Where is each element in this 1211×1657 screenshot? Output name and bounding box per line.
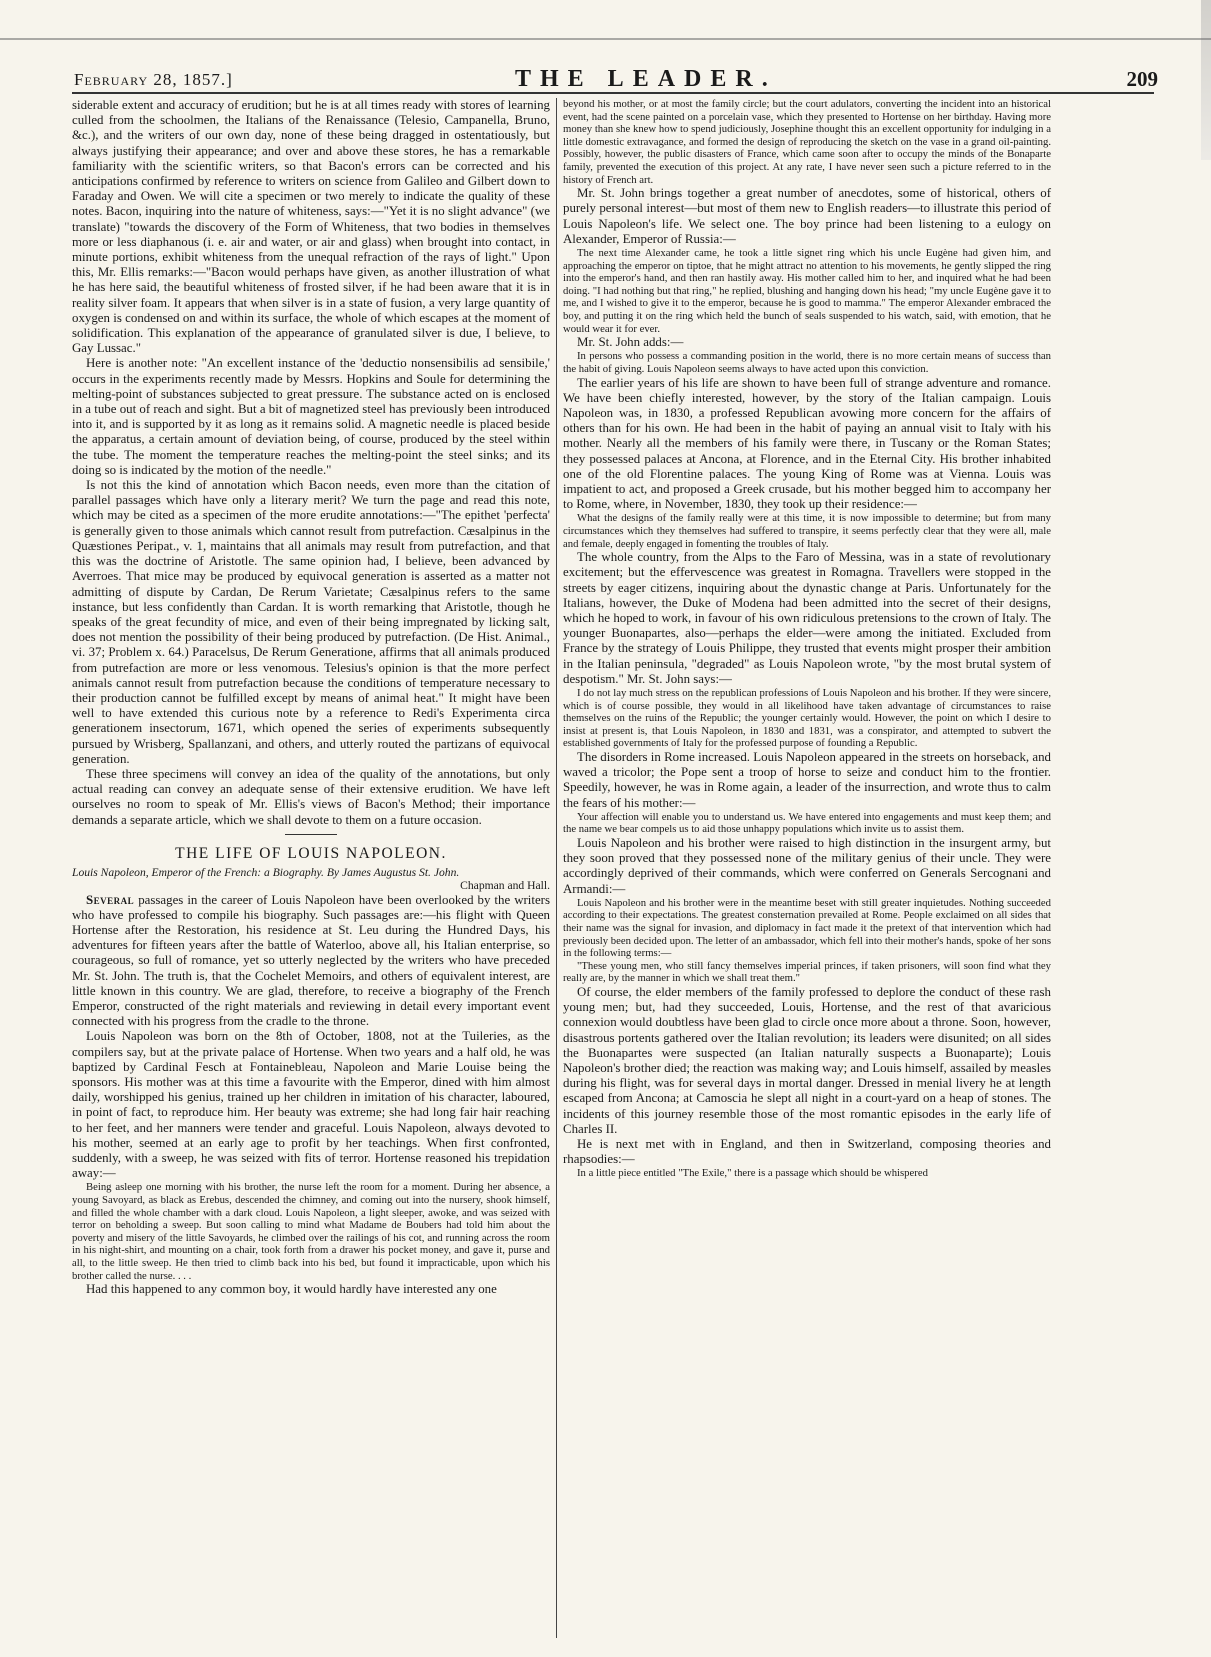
page-number: 209 <box>1126 67 1158 91</box>
article-paragraph: Of course, the elder members of the family professed to deplore the conduct of these rash young men; but, had they succeeded, Louis, Hortense, and the rest of that avaricious connexion would doubtless have been glad to circle once more about a throne. Soon, however, disastrous portents gathered over the Italian revolution; its leaders were disunited; on all sides the Buonapartes were suspected (an Italian naturally suspects a Buonaparte); Louis Napoleon's brother died; the reaction was making way; and Louis himself, assailed by measles during his flight, was for several days in mortal danger. Dressed in menial livery he at length escaped from Ancona; at Camoscia he slept all night in a court-yard on a heap of stones. The incidents of this journey resemble those of the most romantic episodes in the early life of Charles II. <box>563 984 1051 1136</box>
block-quote: Louis Napoleon and his brother were in the meantime beset with still greater inquietudes. Nothing succeeded according to their expectations. The greatest consternation prevailed at Rome. People exclaimed on all sides that their name was the signal for invasion, and diplomacy in fact made it the pretext of that intervention which had previously been decided upon. The letter of an ambassador, which fell into their mother's hands, spoke of her sons in the following terms:— <box>563 896 1051 960</box>
article-paragraph: The earlier years of his life are shown to have been full of strange adventure and romance. We have been chiefly interested, however, by the story of the Italian campaign. Louis Napoleon was, in 1830, a professed Republican avowing more concern for the affairs of others than for his own. He had been in the habit of paying an annual visit to Italy with his mother. Nearly all the members of his family were there, in Tuscany or the Roman States; they possessed palaces at Ancona, at Florence, and in the Eternal City. His brother inhabited one of the old Florentine palaces. The young King of Rome was at Vienna. Louis was impatient to act, and proposed a Greek crusade, but his mother begged him to accompany her to Rome, where, in November, 1830, they took up their residence:— <box>563 375 1051 512</box>
issue-date: February 28, 1857.] <box>74 70 233 89</box>
column-divider <box>556 98 557 1638</box>
article-paragraph <box>72 893 550 1030</box>
block-quote: In a little piece entitled "The Exile," there is a passage which should be whispered <box>577 1167 928 1180</box>
block-quote: beyond his mother, or at most the family circle; but the court adulators, converting the incident into an historical event, had the scene painted on a porcelain vase, which they presented to Hortense on her birthday. Having more money than she knew how to spend judiciously, Josephine thought this an excellent opportunity for indulging in a little domestic extravagance, and formed the design of reproducing the sketch on the vase in a grand oil-painting. Possibly, however, the public disasters of France, which came soon after to occupy the minds of the Bonaparte family, prevented the execution of this project. At any rate, I have never seen such a picture referred to in the history of French art. <box>563 98 1051 186</box>
article-paragraph: Mr. St. John brings together a great number of anecdotes, some of historical, others of purely personal interest—but most of them new to English readers—to illustrate this period of Louis Napoleon's life. We select one. The boy prince had been listening to a eulogy on Alexander, Emperor of Russia:— <box>563 186 1051 246</box>
page-edge-mark <box>1201 0 1211 160</box>
block-quote: What the designs of the family really were at this time, it is now impossible to determine; but from many circumstances which they themselves had suffered to transpire, it seems perfectly clear that they were all, male and female, deeply engaged in fomenting the troubles of Italy. <box>563 512 1051 550</box>
block-quote: The next time Alexander came, he took a little signet ring which his uncle Eugène had given him, and approaching the emperor on tiptoe, that he might attract no attention to his movements, he gently slipped the ring into the emperor's hand, and then ran hastily away. His mother called him to her, and inquired what he had been doing. "I had nothing but that ring," he replied, blushing and hanging down his head; "my uncle Eugène gave it to me, and I wished to give it to the emperor, because he is good to mamma." The emperor Alexander embraced the boy, and putting it on the ring which held the bunch of seals suspended to his watch, said, with emotion, that he would wear it for ever. <box>563 246 1051 335</box>
article-paragraph: Had this happened to any common boy, it would hardly have interested any one <box>86 1282 497 1297</box>
article-paragraph: Here is another note: "An excellent instance of the 'deductio nonsensibilis ad sensibile,' occurs in the experiments recently made by Messrs. Hopkins and Soule for determining the melting-point of substances subjected to great pressure. The substance acted on is enclosed in a tube out of reach and sight. But a bit of magnetized steel has previously been introduced into it, and is supported by it as long as it remains solid. A magnetic needle is placed beside the apparatus, a certain amount of deviation being, of course, produced by the steel within the tube. The moment the temperature reaches the melting-point the steel sinks; and its doing so is indicated by the motion of the needle." <box>72 356 550 477</box>
left-column <box>72 98 550 1297</box>
block-quote: I do not lay much stress on the republican professions of Louis Napoleon and his brother. If they were sincere, which is of course possible, they would in all likelihood have taken advantage of circumstances to raise themselves on the ruins of the Republic; the younger certainly would. However, the point on which I desire to insist at present is, that Louis Napoleon, in 1830 and 1831, was a conspirator, and attempted to subvert the established governments of Italy for the professed purpose of founding a Republic. <box>563 686 1051 750</box>
page-header <box>60 62 1160 92</box>
block-quote: "These young men, who still fancy themselves imperial princes, if taken prisoners, will soon find what they really are, by the manner in which we shall treat them." <box>563 959 1051 985</box>
article-paragraph: Louis Napoleon and his brother were raised to high distinction in the insurgent army, but they soon proved that they possessed none of the military genius of their uncle. They were accordingly deprived of their commands, which were conferred on Generals Sercognani and Armandi:— <box>563 835 1051 896</box>
header-rule <box>72 92 1154 94</box>
article-paragraph: The disorders in Rome increased. Louis Napoleon appeared in the streets on horseback, and waved a tricolor; the Pope sent a troop of horse to seize and conduct him to the frontier. Speedily, however, he was in Rome again, a leader of the insurrection, and wrote thus to calm the fears of his mother:— <box>563 749 1051 810</box>
paragraph-text: passages in the career of Louis Napoleon have been overlooked by the writers who have professed to compile his biography. Such passages are:—his flight with Queen Hortense after the Restoration, his residence at St. Leu during the Hundred Days, his adventures for fifteen years after the battle of Waterloo, above all, his Italian enterprise, so courageous, so full of romance, yet so utterly neglected by the writers who have preceded Mr. St. John. The truth is, that the Cochelet Memoirs, and others of equivalent interest, are little known in this country. We are glad, therefore, to receive a biography of the French Emperor, constructed of the right materials and reviewing in detail every important event connected with his progress from the cradle to the throne. <box>72 892 550 1029</box>
block-quote: Being asleep one morning with his brother, the nurse left the room for a moment. During her absence, a young Savoyard, as black as Erebus, descended the chimney, and coming out into the nursery, shook himself, and filled the whole chamber with a dark cloud. Louis Napoleon, a light sleeper, awoke, and was seized with terror on beholding a sweep. But soon calling to mind what Madame de Boubers had told him about the poverty and misery of the little Savoyards, he climbed over the railings of his cot, and running across the room in his night-shirt, and mounting on a chair, took forth from a drawer his pocket money, and gave it, purse and all, to the little sweep. He then tried to climb back into his bed, but found it impracticable, upon which his brother called the nurse. . . . <box>72 1181 550 1282</box>
masthead-title: THE LEADER. <box>515 66 777 92</box>
article-paragraph: Mr. St. John adds:— <box>577 335 684 350</box>
article-paragraph: These three specimens will convey an idea of the quality of the annotations, but only actual reading can convey an adequate sense of their extensive erudition. We have left ourselves no room to speak of Mr. Ellis's views of Bacon's Method; their importance demands a separate article, which we shall devote to them on a future occasion. <box>72 766 550 827</box>
section-title: THE LIFE OF LOUIS NAPOLEON. <box>175 844 447 862</box>
right-column <box>563 98 1051 1180</box>
section-divider <box>285 834 337 835</box>
article-paragraph: siderable extent and accuracy of erudition; but he is at all times ready with stores of learning culled from the schoolmen, the Italians of the Renaissance (Telesio, Campanella, Bruno, &c.), and the writers of our own day, none of these being dragged in ostentatiously, but always justifying their appearance; and over and above these stores, he has a remarkable familiarity with the scientific writers, so that Bacon's errors can be corrected and his anticipations confirmed by reference to writers on science from Galileo and Gilbert down to Faraday and Owen. We will cite a specimen or two merely to indicate the quality of these notes. Bacon, inquiring into the nature of whiteness, says:—"Yet it is no slight advance" (we translate) "towards the discovery of the Form of Whiteness, that two bodies in themselves more or less diaphanous (i. e. air and water, or air and glass) when brought into contact, in minute portions, exhibit whiteness from the unequal refraction of the rays of light." Upon this, Mr. Ellis remarks:—"Bacon would perhaps have given, as another illustration of what he has here said, the beautiful whiteness of frosted silver, if he had been aware that it is in reality silver foam. It appears that when silver is in a state of fusion, a very large quantity of oxygen is condensed on and within its surface, the whole of which escapes at the moment of solidification. This explanation of the appearance of granulated silver is due, I believe, to Gay Lussac." <box>72 98 550 356</box>
block-quote: Your affection will enable you to understand us. We have entered into engagements and must keep them; and the name we bear compels us to aid those unhappy populations which invite us to assist them. <box>563 810 1051 836</box>
article-paragraph: Louis Napoleon was born on the 8th of October, 1808, not at the Tuileries, as the compilers say, but at the private palace of Hortense. When two years and a half old, he was baptized by Cardinal Fesch at Fontainebleau, Napoleon and Marie Louise being the sponsors. His mother was at this time a favourite with the Emperor, dined with him almost daily, worshipped his genius, trained up her children in imitation of his character, laboured, in point of fact, to reproduce him. Her beauty was extreme; she had long fair hair reaching to her feet, and her manners were tender and graceful. Louis Napoleon, always devoted to his mother, seemed at an early age to profit by her teachings. When first confronted, suddenly, with a sweep, he was seized with fits of terror. Hortense reasoned his trepidation away:— <box>72 1029 550 1181</box>
book-byline: Louis Napoleon, Emperor of the French: a Biography. By James Augustus St. John. <box>72 865 460 879</box>
article-paragraph: He is next met with in England, and then in Switzerland, composing theories and rhapsodies:— <box>563 1136 1051 1167</box>
scan-top-line <box>0 38 1211 40</box>
article-paragraph: The whole country, from the Alps to the Faro of Messina, was in a state of revolutionary excitement; but the effervescence was greatest in Romagna. Travellers were stopped in the streets by eager citizens, inquiring about the dynastic change at Paris. Unfortunately for the Italians, however, the Duke of Modena had been admitted into the secret of their designs, which he hoped to work, in favour of his own ridiculous pretensions to the crown of Italy. The younger Buonapartes, also—perhaps the elder—were among the initiated. Excluded from France by the strategy of Louis Philippe, they trusted that events might prosper their ambition in the Italian peninsula, "degraded" as Louis Napoleon wrote, "by the most brutal system of despotism." Mr. St. John says:— <box>563 550 1051 686</box>
article-paragraph: Is not this the kind of annotation which Bacon needs, even more than the citation of parallel passages which have only a literary merit? We turn the page and read this note, which may be cited as a specimen of the more erudite annotations:—"The epithet 'perfecta' is generally given to those animals which cannot result from putrefaction. Cæsalpinus in the Quæstiones Peripat., v. 1, maintains that all animals may result from putrefaction, and that this was the doctrine of Aristotle. The same opinion had, I believe, been advanced by Averroes. That mice may be produced by equivocal generation is asserted as a matter not admitting of dispute by Cardan, De Rerum Varietate; Cæsalpinus refers to the same instance, but less confidently than Cardan. It is worth remarking that Aristotle, though he speaks of the great fecundity of mice, and even of their being impregnated by licking salt, does not mention the possibility of their being produced by putrefaction. (De Hist. Animal., vi. 37; Problem x. 64.) Paracelsus, De Rerum Generatione, affirms that all animals produced from putrefaction are more or less venomous. Telesius's opinion is that the more perfect animals cannot result from putrefaction because the conditions of temperature necessary to their production cannot be fulfilled except by means of animal heat." It might have been well to have extended this curious note by a reference to Redi's Experimenta circa generationem insectorum, 1671, which opened the series of experiments subsequently pursued by Wrisberg, Spallanzani, and others, and utterly routed the partizans of equivocal generation. <box>72 478 550 766</box>
lead-word: Several <box>86 892 135 907</box>
block-quote: In persons who possess a commanding position in the world, there is no more certain means of success than the habit of giving. Louis Napoleon seems always to have acted upon this conviction. <box>563 350 1051 375</box>
book-publisher: Chapman and Hall. <box>460 879 550 893</box>
